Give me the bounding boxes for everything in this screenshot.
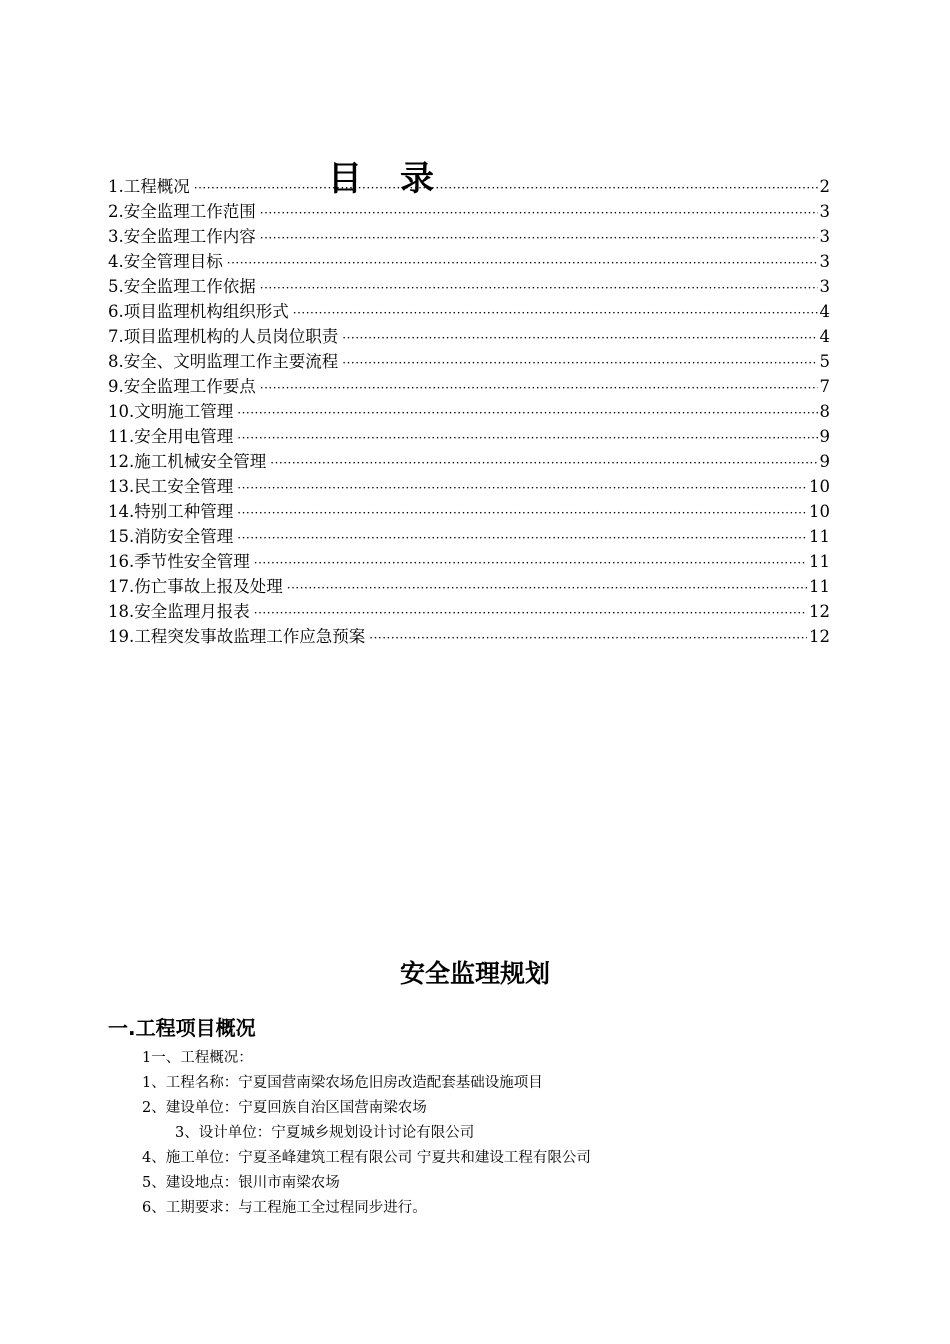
table-of-contents [108, 174, 830, 649]
toc-entry[interactable] [108, 349, 830, 374]
toc-entry-label: 1.工程概况 [108, 177, 190, 196]
toc-leader-dots [227, 251, 818, 276]
toc-leader-dots [342, 326, 817, 351]
toc-leader-dots [260, 376, 818, 401]
toc-leader-dots [260, 201, 818, 226]
toc-entry[interactable] [108, 274, 830, 299]
toc-entry[interactable] [108, 424, 830, 449]
toc-entry-page: 10 [809, 502, 830, 521]
toc-entry-page: 10 [809, 477, 830, 496]
toc-leader-dots [293, 301, 818, 326]
info-line: 5、建设地点：银川市南梁农场 [142, 1175, 340, 1191]
toc-entry-label: 16.季节性安全管理 [108, 552, 250, 571]
info-line: 6、工期要求：与工程施工全过程同步进行。 [142, 1200, 427, 1216]
toc-entry-label: 12.施工机械安全管理 [108, 452, 267, 471]
toc-entry-page: 3 [819, 202, 830, 221]
plan-title: 安全监理规划 [399, 958, 550, 988]
toc-entry[interactable] [108, 599, 830, 624]
toc-entry-label: 9.安全监理工作要点 [108, 377, 256, 396]
toc-entry-page: 11 [809, 527, 830, 546]
toc-entry-page: 9 [819, 427, 830, 446]
toc-entry-label: 14.特别工种管理 [108, 502, 234, 521]
toc-leader-dots [342, 351, 817, 376]
toc-leader-dots [287, 576, 807, 601]
toc-entry[interactable] [108, 299, 830, 324]
toc-entry[interactable] [108, 224, 830, 249]
toc-entry[interactable] [108, 474, 830, 499]
toc-entry[interactable] [108, 174, 830, 199]
toc-entry-page: 8 [819, 402, 830, 421]
toc-entry-page: 9 [819, 452, 830, 471]
toc-leader-dots [260, 276, 818, 301]
toc-title: 目录 [328, 158, 472, 199]
toc-entry-label: 4.安全管理目标 [108, 252, 223, 271]
toc-leader-dots [237, 426, 817, 451]
toc-entry-page: 2 [819, 177, 830, 196]
toc-entry-label: 18.安全监理月报表 [108, 602, 250, 621]
toc-entry-page: 12 [809, 602, 830, 621]
toc-entry-page: 3 [819, 252, 830, 271]
toc-entry-label: 11.安全用电管理 [108, 427, 234, 446]
toc-entry-page: 7 [819, 377, 830, 396]
toc-entry[interactable] [108, 249, 830, 274]
toc-entry-label: 2.安全监理工作范围 [108, 202, 256, 221]
toc-entry-label: 3.安全监理工作内容 [108, 227, 256, 246]
toc-entry[interactable] [108, 199, 830, 224]
toc-entry[interactable] [108, 324, 830, 349]
toc-entry[interactable] [108, 524, 830, 549]
toc-entry-label: 6.项目监理机构组织形式 [108, 302, 289, 321]
section-heading: 一.工程项目概况 [108, 1016, 256, 1040]
toc-leader-dots [237, 476, 807, 501]
toc-leader-dots [260, 226, 818, 251]
info-line: 1一、工程概况： [142, 1050, 253, 1066]
toc-entry[interactable] [108, 624, 830, 649]
toc-entry-page: 3 [819, 227, 830, 246]
toc-leader-dots [237, 526, 807, 551]
toc-entry-page: 3 [819, 277, 830, 296]
info-line: 4、施工单位：宁夏圣峰建筑工程有限公司 宁夏共和建设工程有限公司 [142, 1150, 591, 1166]
toc-entry-label: 8.安全、文明监理工作主要流程 [108, 352, 339, 371]
toc-entry-page: 12 [809, 627, 830, 646]
toc-entry-label: 15.消防安全管理 [108, 527, 234, 546]
info-line: 1、工程名称：宁夏国营南梁农场危旧房改造配套基础设施项目 [142, 1075, 543, 1091]
toc-entry[interactable] [108, 549, 830, 574]
toc-entry[interactable] [108, 399, 830, 424]
toc-leader-dots [369, 626, 807, 651]
toc-entry-label: 7.项目监理机构的人员岗位职责 [108, 327, 339, 346]
project-info-list [142, 1046, 591, 1221]
toc-entry-label: 17.伤亡事故上报及处理 [108, 577, 283, 596]
info-line: 2、建设单位：宁夏回族自治区国营南梁农场 [142, 1100, 427, 1116]
toc-entry[interactable] [108, 499, 830, 524]
toc-entry-label: 5.安全监理工作依据 [108, 277, 256, 296]
toc-leader-dots [254, 551, 807, 576]
toc-entry-page: 4 [819, 302, 830, 321]
info-line: 3、设计单位：宁夏城乡规划设计讨论有限公司 [175, 1125, 475, 1141]
toc-entry[interactable] [108, 574, 830, 599]
toc-entry-label: 19.工程突发事故监理工作应急预案 [108, 627, 366, 646]
toc-leader-dots [237, 401, 817, 426]
toc-entry-page: 11 [809, 577, 830, 596]
toc-entry[interactable] [108, 374, 830, 399]
toc-entry-page: 11 [809, 552, 830, 571]
toc-leader-dots [254, 601, 807, 626]
toc-leader-dots [270, 451, 817, 476]
toc-entry-page: 4 [819, 327, 830, 346]
toc-leader-dots [237, 501, 807, 526]
toc-leader-dots [194, 176, 818, 201]
toc-entry-label: 13.民工安全管理 [108, 477, 234, 496]
toc-entry[interactable] [108, 449, 830, 474]
toc-entry-label: 10.文明施工管理 [108, 402, 234, 421]
toc-entry-page: 5 [819, 352, 830, 371]
